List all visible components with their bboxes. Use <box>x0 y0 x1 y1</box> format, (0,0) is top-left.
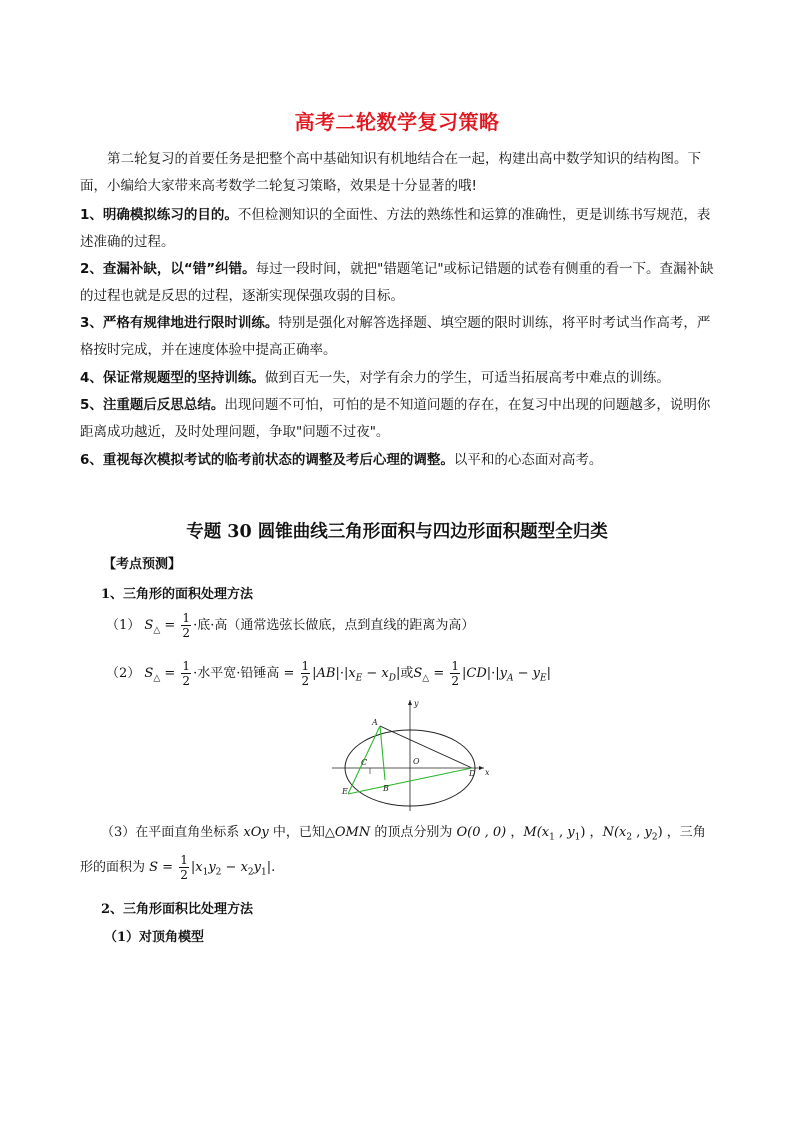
point-text-cont: 格按时完成，并在速度体验中提高正确率。 <box>80 342 337 358</box>
point-text: 特别是强化对解答选择题、填空题的限时训练，将平时考试当作高考，严 <box>278 315 711 331</box>
point-heading: 4、保证常规题型的坚持训练。 <box>80 370 265 386</box>
ellipse-diagram <box>332 696 492 816</box>
segment-ab <box>380 726 385 780</box>
x-axis-arrow-icon <box>479 766 484 770</box>
segment-ad <box>380 726 472 768</box>
point-heading: 6、重视每次模拟考试的临考前状态的调整及考后心理的调整。 <box>80 452 454 468</box>
forecast-label: 【考点预测】 <box>103 557 182 572</box>
intro-line-1: 第二轮复习的首要任务是把整个高中基础知识有机地结合在一起，构建出高中数学知识的结构图。下 <box>107 151 701 167</box>
point-text-cont: 述准确的过程。 <box>80 234 175 250</box>
point-heading: 3、严格有规律地进行限时训练。 <box>80 315 279 331</box>
fraction-half: $\frac{1}{2}$ <box>182 659 191 688</box>
intro-paragraph <box>80 146 720 200</box>
point-text: 每过一段时间，就把"错题笔记"或标记错题的试卷有侧重的看一下。查漏补缺 <box>255 261 714 277</box>
item-3-line-1: （3）在平面直角坐标系 xOy 中，已知△OMN 的顶点分别为 O(0 , 0) ，$M(x_1$ , $y_1$) ，$N(x_2$ , $y_2$) ，三角 <box>101 825 706 843</box>
triangle-subscript: △ <box>153 625 161 636</box>
label-b: B <box>383 784 389 793</box>
fraction-half: $\frac{1}{2}$ <box>451 659 460 688</box>
formula-2: （2） $S_\triangle$ = $\frac{1}{2}$ ·水平宽·铅锤高 = $\frac{1}{2}$ $|AB|\cdot|x_E - x_D|$或$S_\triangle$ = $\frac{1}{2}$ $|CD|\cdot|y_A - y_E|$ <box>106 659 551 688</box>
formula-number: （2） <box>106 666 141 681</box>
label-y: y <box>414 699 419 708</box>
formula-number: （1） <box>106 618 141 633</box>
item-3-line-2: 形的面积为 S = $\frac{1}{2}$ $|x_1y_2 - x_2y_1|$. <box>80 853 276 882</box>
page-title: 高考二轮数学复习策略 <box>294 110 500 134</box>
label-x: x <box>485 768 490 777</box>
y-axis-arrow-icon <box>408 700 412 705</box>
label-e: E <box>342 787 348 796</box>
point-text: 出现问题不可怕，可怕的是不知道问题的存在，在复习中出现的问题越多，说明你 <box>224 397 711 413</box>
strategy-point-6 <box>80 447 720 474</box>
area-symbol: S <box>144 618 154 633</box>
section-1-heading: 1、三角形的面积处理方法 <box>101 587 254 602</box>
strategy-point-4 <box>80 365 720 392</box>
intro-line-2: 面，小编给大家带来高考数学二轮复习策略，效果是十分显著的哦! <box>80 178 477 194</box>
strategy-point-1 <box>80 202 720 256</box>
fraction-half: $\frac{1}{2}$ <box>182 611 191 640</box>
strategy-point-2 <box>80 256 720 310</box>
point-text: 不但检测知识的全面性、方法的熟练性和运算的准确性，更是训练书写规范，表 <box>237 207 711 223</box>
point-heading: 2、查漏补缺，以“错”纠错。 <box>80 261 256 277</box>
label-o: O <box>413 757 420 766</box>
formula-text: ·底·高（通常选弦长做底，点到直线的距离为高） <box>193 618 475 633</box>
label-a: A <box>372 718 378 727</box>
point-text-cont: 距离成功越近，及时处理问题，争取"问题不过夜"。 <box>80 424 390 440</box>
section-2-subheading: （1）对顶角模型 <box>104 930 205 945</box>
fraction-half: $\frac{1}{2}$ <box>301 659 310 688</box>
point-text: 以平和的心态面对高考。 <box>453 452 603 468</box>
strategy-point-5 <box>80 392 720 446</box>
label-c: C <box>361 758 368 767</box>
point-heading: 1、明确模拟练习的目的。 <box>80 207 238 223</box>
point-text: 做到百无一失，对学有余力的学生，可适当拓展高考中难点的训练。 <box>264 370 670 386</box>
fraction-half: $\frac{1}{2}$ <box>180 853 188 882</box>
label-d: D <box>469 769 476 778</box>
strategy-point-3 <box>80 310 720 364</box>
formula-1: （1） $S_\triangle$ = $\frac{1}{2}$ ·底·高（通常选弦长做底，点到直线的距离为高） <box>106 611 475 640</box>
topic-title: 专题 30 圆锥曲线三角形面积与四边形面积题型全归类 <box>186 522 608 542</box>
section-2-heading: 2、三角形面积比处理方法 <box>101 902 254 917</box>
point-heading: 5、注重题后反思总结。 <box>80 397 225 413</box>
point-text-cont: 的过程也就是反思的过程，逐渐实现保强攻弱的目标。 <box>80 288 404 304</box>
